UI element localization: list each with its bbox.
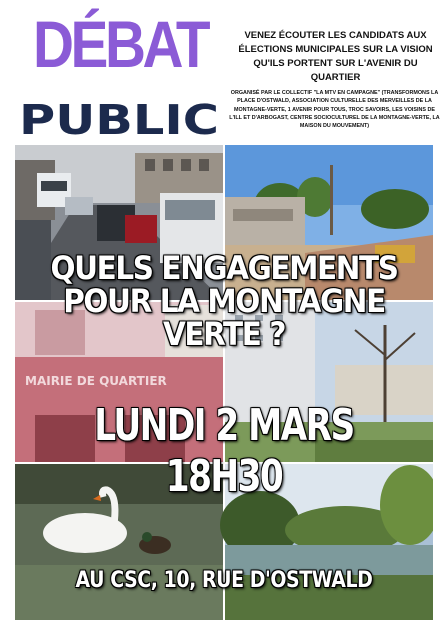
event-datetime: [61, 400, 387, 502]
headline: [32, 249, 417, 353]
event-time: 18H30: [165, 451, 283, 502]
headline-line-1: QUELS ENGAGEMENTS: [50, 249, 398, 287]
photo-collage-graphic: [15, 145, 433, 620]
town-hall-sign: MAIRIE DE QUARTIER: [25, 374, 167, 388]
title-debat: DÉBAT: [33, 7, 208, 81]
photo-collage: [15, 145, 433, 620]
title-public: [17, 100, 222, 140]
event-location: AU CSC, 10, RUE D'OSTWALD: [75, 568, 373, 593]
title-public-graphic: [17, 100, 222, 140]
organizers-text: ORGANISÉ PAR LE COLLECTIF "LA MTV EN CAMPAGNE" (TRANSFORMONS LA PLACE D'OSTWALD, ASSOCIATION CULTURELLE DES MERVEILLES DE LA MONTAGNE-VERTE, 1 AVENIR POUR TOUS, TROC SAVOIRS, LES VOISINS DE L'ILL ET D'ARBOGAST, CENTRE SOCIOCULTUREL DE LA MONTAGNE-VERTE, LA MAISON DU MOUVEMENT): [229, 90, 440, 130]
headline-line-3: VERTE ?: [162, 315, 286, 353]
event-date: LUNDI 2 MARS: [94, 400, 354, 451]
intro-text: VENEZ ÉCOUTER LES CANDIDATS AUX ÉLECTIONS MUNICIPALES SUR LA VISION QU'ILS PORTENT SUR L'AVENIR DU QUARTIER: [238, 30, 433, 83]
title-public-text: PUBLIC: [19, 100, 219, 140]
headline-line-2: POUR LA MONTAGNE: [63, 282, 385, 320]
